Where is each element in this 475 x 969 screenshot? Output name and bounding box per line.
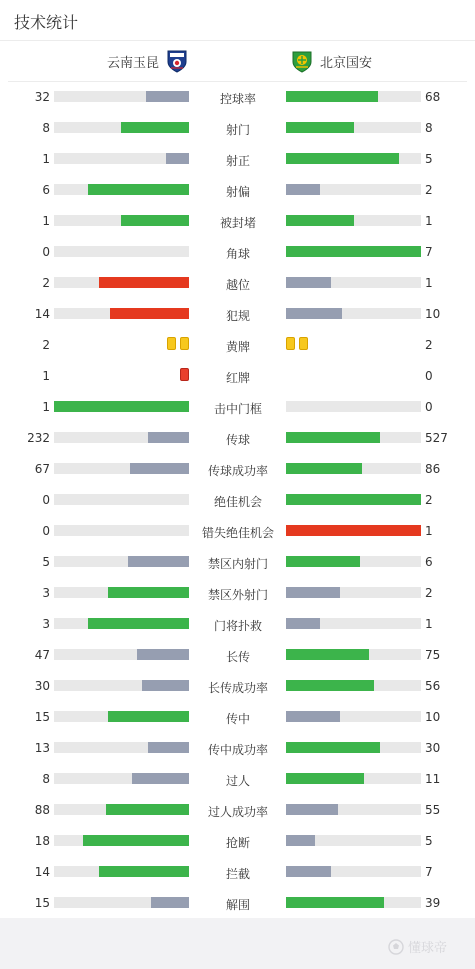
- section-title: 技术统计: [14, 13, 79, 32]
- away-stat-bar-fill: [286, 246, 421, 257]
- home-stat-value: 5: [42, 555, 50, 569]
- stat-label: 角球: [225, 247, 250, 261]
- home-stat-bar: [54, 680, 189, 691]
- away-stat-bar: [286, 587, 421, 598]
- home-stat-bar: [54, 215, 189, 226]
- away-stat-bar-fill: [286, 773, 364, 784]
- home-stat-value: 14: [34, 307, 50, 321]
- home-stat-value: 6: [42, 183, 50, 197]
- stats-list: [0, 81, 475, 918]
- home-stat-bar-fill: [128, 556, 189, 567]
- stat-label: 错失绝佳机会: [201, 526, 274, 540]
- away-stat-value: 2: [425, 338, 433, 352]
- home-stat-value: 15: [34, 896, 50, 910]
- home-stat-bar: [54, 153, 189, 164]
- away-stat-bar: [286, 649, 421, 660]
- away-stat-bar-fill: [286, 835, 315, 846]
- stat-row: [0, 174, 475, 205]
- away-stat-value: 7: [425, 865, 433, 879]
- stat-label: 抢断: [225, 836, 250, 850]
- away-stat-bar: [286, 804, 421, 815]
- home-stat-bar: [54, 463, 189, 474]
- stat-row: [0, 329, 475, 360]
- yellow-card-icon: [180, 337, 189, 350]
- home-stat-bar-fill: [54, 401, 189, 412]
- away-stat-bar-fill: [286, 277, 331, 288]
- away-stat-bar: [286, 432, 421, 443]
- footer: [0, 918, 475, 969]
- home-stat-value: 13: [34, 741, 50, 755]
- stat-label: 绝佳机会: [213, 495, 262, 509]
- home-stat-bar-fill: [146, 91, 189, 102]
- away-stat-bar: [286, 556, 421, 567]
- away-stat-value: 0: [425, 369, 433, 383]
- home-stat-value: 8: [42, 772, 50, 786]
- stat-row: [0, 887, 475, 918]
- home-stat-bar: [54, 277, 189, 288]
- away-cards: [286, 337, 308, 350]
- stat-row: [0, 546, 475, 577]
- home-stat-value: 8: [42, 121, 50, 135]
- away-stat-bar-fill: [286, 91, 378, 102]
- home-stat-bar-fill: [148, 742, 189, 753]
- yellow-card-icon: [167, 337, 176, 350]
- home-stat-bar-fill: [110, 308, 189, 319]
- home-stat-bar: [54, 122, 189, 133]
- away-stat-bar-fill: [286, 680, 374, 691]
- home-stat-value: 30: [34, 679, 50, 693]
- stat-row: [0, 856, 475, 887]
- stat-row: [0, 453, 475, 484]
- home-stat-value: 88: [34, 803, 50, 817]
- home-stat-bar: [54, 773, 189, 784]
- home-stat-bar-fill: [108, 587, 189, 598]
- away-stat-value: 75: [425, 648, 441, 662]
- home-stat-value: 1: [42, 400, 50, 414]
- away-stat-bar: [286, 153, 421, 164]
- away-stat-value: 527: [425, 431, 448, 445]
- away-stat-bar: [286, 122, 421, 133]
- home-stat-bar: [54, 401, 189, 412]
- away-stat-value: 10: [425, 710, 441, 724]
- stat-label: 射门: [225, 123, 250, 137]
- away-stat-bar: [286, 215, 421, 226]
- stat-row: [0, 360, 475, 391]
- home-stat-bar-fill: [121, 215, 189, 226]
- stat-row: [0, 515, 475, 546]
- away-team-logo-icon: [291, 49, 313, 73]
- home-stat-bar-fill: [99, 277, 189, 288]
- home-stat-value: 15: [34, 710, 50, 724]
- away-stat-value: 39: [425, 896, 441, 910]
- home-stat-value: 0: [42, 245, 50, 259]
- home-stat-bar-fill: [88, 184, 189, 195]
- home-stat-bar: [54, 308, 189, 319]
- home-stat-value: 14: [34, 865, 50, 879]
- away-stat-bar: [286, 277, 421, 288]
- home-stat-bar: [54, 618, 189, 629]
- home-stat-bar: [54, 494, 189, 505]
- away-stat-bar: [286, 463, 421, 474]
- away-stat-value: 56: [425, 679, 441, 693]
- home-stat-bar: [54, 711, 189, 722]
- stat-row: [0, 205, 475, 236]
- away-stat-bar: [286, 773, 421, 784]
- yellow-card-icon: [299, 337, 308, 350]
- away-stat-bar-fill: [286, 742, 380, 753]
- home-stat-value: 32: [34, 90, 50, 104]
- stat-row: [0, 794, 475, 825]
- stat-row: [0, 639, 475, 670]
- away-stat-value: 1: [425, 524, 433, 538]
- away-stat-bar: [286, 308, 421, 319]
- away-stat-value: 86: [425, 462, 441, 476]
- home-stat-value: 3: [42, 586, 50, 600]
- away-stat-value: 55: [425, 803, 441, 817]
- away-stat-value: 2: [425, 586, 433, 600]
- away-stat-value: 0: [425, 400, 433, 414]
- home-stat-value: 232: [27, 431, 50, 445]
- home-team-name: 云南玉昆: [106, 55, 159, 71]
- away-stat-value: 68: [425, 90, 441, 104]
- home-stat-bar-fill: [151, 897, 189, 908]
- stat-label: 控球率: [219, 92, 256, 106]
- home-stat-value: 1: [42, 369, 50, 383]
- stat-row: [0, 825, 475, 856]
- home-stat-bar: [54, 432, 189, 443]
- stat-label: 禁区内射门: [207, 557, 268, 571]
- home-stat-bar: [54, 184, 189, 195]
- home-stat-value: 18: [34, 834, 50, 848]
- home-stat-bar-fill: [83, 835, 189, 846]
- stat-label: 传中: [225, 712, 250, 726]
- away-stat-value: 8: [425, 121, 433, 135]
- stat-label: 红牌: [225, 371, 250, 385]
- away-stat-bar-fill: [286, 494, 421, 505]
- watermark-text: 懂球帝: [408, 941, 448, 956]
- home-stat-bar-fill: [142, 680, 189, 691]
- home-stat-bar: [54, 246, 189, 257]
- stat-label: 长传成功率: [207, 681, 268, 695]
- stat-label: 门将扑救: [213, 619, 262, 633]
- away-stat-value: 10: [425, 307, 441, 321]
- away-stat-bar: [286, 246, 421, 257]
- away-stat-bar: [286, 494, 421, 505]
- home-stat-bar-fill: [108, 711, 189, 722]
- stat-label: 过人: [225, 774, 250, 788]
- away-stat-value: 6: [425, 555, 433, 569]
- home-stat-bar: [54, 866, 189, 877]
- home-stat-bar: [54, 742, 189, 753]
- away-stat-bar: [286, 525, 421, 536]
- away-stat-value: 30: [425, 741, 441, 755]
- stat-label: 射偏: [225, 185, 250, 199]
- home-stat-bar: [54, 587, 189, 598]
- away-stat-bar-fill: [286, 649, 369, 660]
- away-team[interactable]: [291, 49, 372, 73]
- home-stat-bar-fill: [132, 773, 189, 784]
- away-stat-bar: [286, 680, 421, 691]
- stat-row: [0, 81, 475, 112]
- away-stat-value: 11: [425, 772, 441, 786]
- home-stat-value: 1: [42, 214, 50, 228]
- away-stat-bar-fill: [286, 308, 342, 319]
- stat-row: [0, 298, 475, 329]
- stat-label: 犯规: [225, 309, 250, 323]
- stat-row: [0, 577, 475, 608]
- home-stat-bar-fill: [106, 804, 189, 815]
- home-stat-bar: [54, 897, 189, 908]
- home-stat-bar: [54, 835, 189, 846]
- stat-label: 禁区外射门: [207, 588, 268, 602]
- stat-label: 解围: [225, 898, 250, 912]
- stat-label: 过人成功率: [207, 805, 268, 819]
- away-stat-bar-fill: [286, 525, 421, 536]
- away-stat-bar-fill: [286, 556, 360, 567]
- section-header: [0, 0, 475, 41]
- away-stat-bar-fill: [286, 587, 340, 598]
- away-stat-value: 2: [425, 493, 433, 507]
- home-stat-bar: [54, 525, 189, 536]
- away-stat-value: 7: [425, 245, 433, 259]
- away-stat-bar: [286, 742, 421, 753]
- stat-row: [0, 484, 475, 515]
- stat-label: 击中门框: [213, 402, 262, 416]
- home-stat-bar: [54, 804, 189, 815]
- watermark: [388, 937, 447, 956]
- red-card-icon: [180, 368, 189, 381]
- away-stat-bar-fill: [286, 866, 331, 877]
- stat-label: 传球成功率: [207, 464, 268, 478]
- home-stat-value: 47: [34, 648, 50, 662]
- away-stat-bar: [286, 184, 421, 195]
- stat-row: [0, 143, 475, 174]
- away-stat-value: 2: [425, 183, 433, 197]
- stat-label: 传球: [225, 433, 250, 447]
- away-stat-bar-fill: [286, 463, 362, 474]
- away-stat-value: 1: [425, 276, 433, 290]
- away-stat-bar-fill: [286, 432, 380, 443]
- home-stat-bar-fill: [130, 463, 189, 474]
- home-stat-bar: [54, 649, 189, 660]
- home-stat-value: 0: [42, 524, 50, 538]
- home-stat-value: 3: [42, 617, 50, 631]
- stat-label: 越位: [225, 278, 250, 292]
- stat-label: 射正: [225, 154, 250, 168]
- away-stat-value: 1: [425, 214, 433, 228]
- away-stat-bar: [286, 711, 421, 722]
- yellow-card-icon: [286, 337, 295, 350]
- stat-label: 黄牌: [225, 340, 250, 354]
- stat-label: 长传: [225, 650, 250, 664]
- away-stat-bar-fill: [286, 711, 340, 722]
- away-stat-bar-fill: [286, 153, 399, 164]
- home-stat-bar-fill: [148, 432, 189, 443]
- away-stat-bar: [286, 897, 421, 908]
- home-stat-value: 67: [34, 462, 50, 476]
- away-stat-bar-fill: [286, 215, 354, 226]
- home-stat-bar: [54, 556, 189, 567]
- home-stat-bar-fill: [121, 122, 189, 133]
- away-stat-bar: [286, 866, 421, 877]
- stat-row: [0, 267, 475, 298]
- stat-row: [0, 670, 475, 701]
- away-stat-bar-fill: [286, 618, 320, 629]
- teams-header: [8, 41, 467, 82]
- stat-row: [0, 732, 475, 763]
- stat-row: [0, 701, 475, 732]
- away-team-name: 北京国安: [320, 55, 373, 71]
- home-stat-value: 1: [42, 152, 50, 166]
- home-team[interactable]: [107, 49, 188, 73]
- home-stat-bar: [54, 91, 189, 102]
- stat-label: 拦截: [225, 867, 250, 881]
- away-stat-bar-fill: [286, 122, 354, 133]
- home-stat-bar-fill: [166, 153, 189, 164]
- away-stat-value: 5: [425, 834, 433, 848]
- stat-label: 传中成功率: [207, 743, 268, 757]
- stat-label: 被封堵: [219, 216, 256, 230]
- home-cards: [180, 368, 189, 381]
- home-stat-value: 2: [42, 338, 50, 352]
- stat-row: [0, 422, 475, 453]
- away-stat-bar: [286, 618, 421, 629]
- stat-row: [0, 763, 475, 794]
- football-icon: [388, 939, 404, 955]
- away-stat-bar-fill: [286, 897, 384, 908]
- stat-row: [0, 391, 475, 422]
- away-stat-bar-fill: [286, 804, 338, 815]
- home-stat-bar-fill: [99, 866, 189, 877]
- away-stat-value: 5: [425, 152, 433, 166]
- away-stat-bar: [286, 401, 421, 412]
- home-stat-value: 2: [42, 276, 50, 290]
- home-cards: [167, 337, 189, 350]
- stat-row: [0, 608, 475, 639]
- stat-row: [0, 112, 475, 143]
- away-stat-bar: [286, 835, 421, 846]
- home-stat-value: 0: [42, 493, 50, 507]
- home-team-logo-icon: [166, 49, 188, 73]
- away-stat-bar: [286, 91, 421, 102]
- away-stat-value: 1: [425, 617, 433, 631]
- home-stat-bar-fill: [88, 618, 189, 629]
- away-stat-bar-fill: [286, 184, 320, 195]
- stat-row: [0, 236, 475, 267]
- home-stat-bar-fill: [137, 649, 189, 660]
